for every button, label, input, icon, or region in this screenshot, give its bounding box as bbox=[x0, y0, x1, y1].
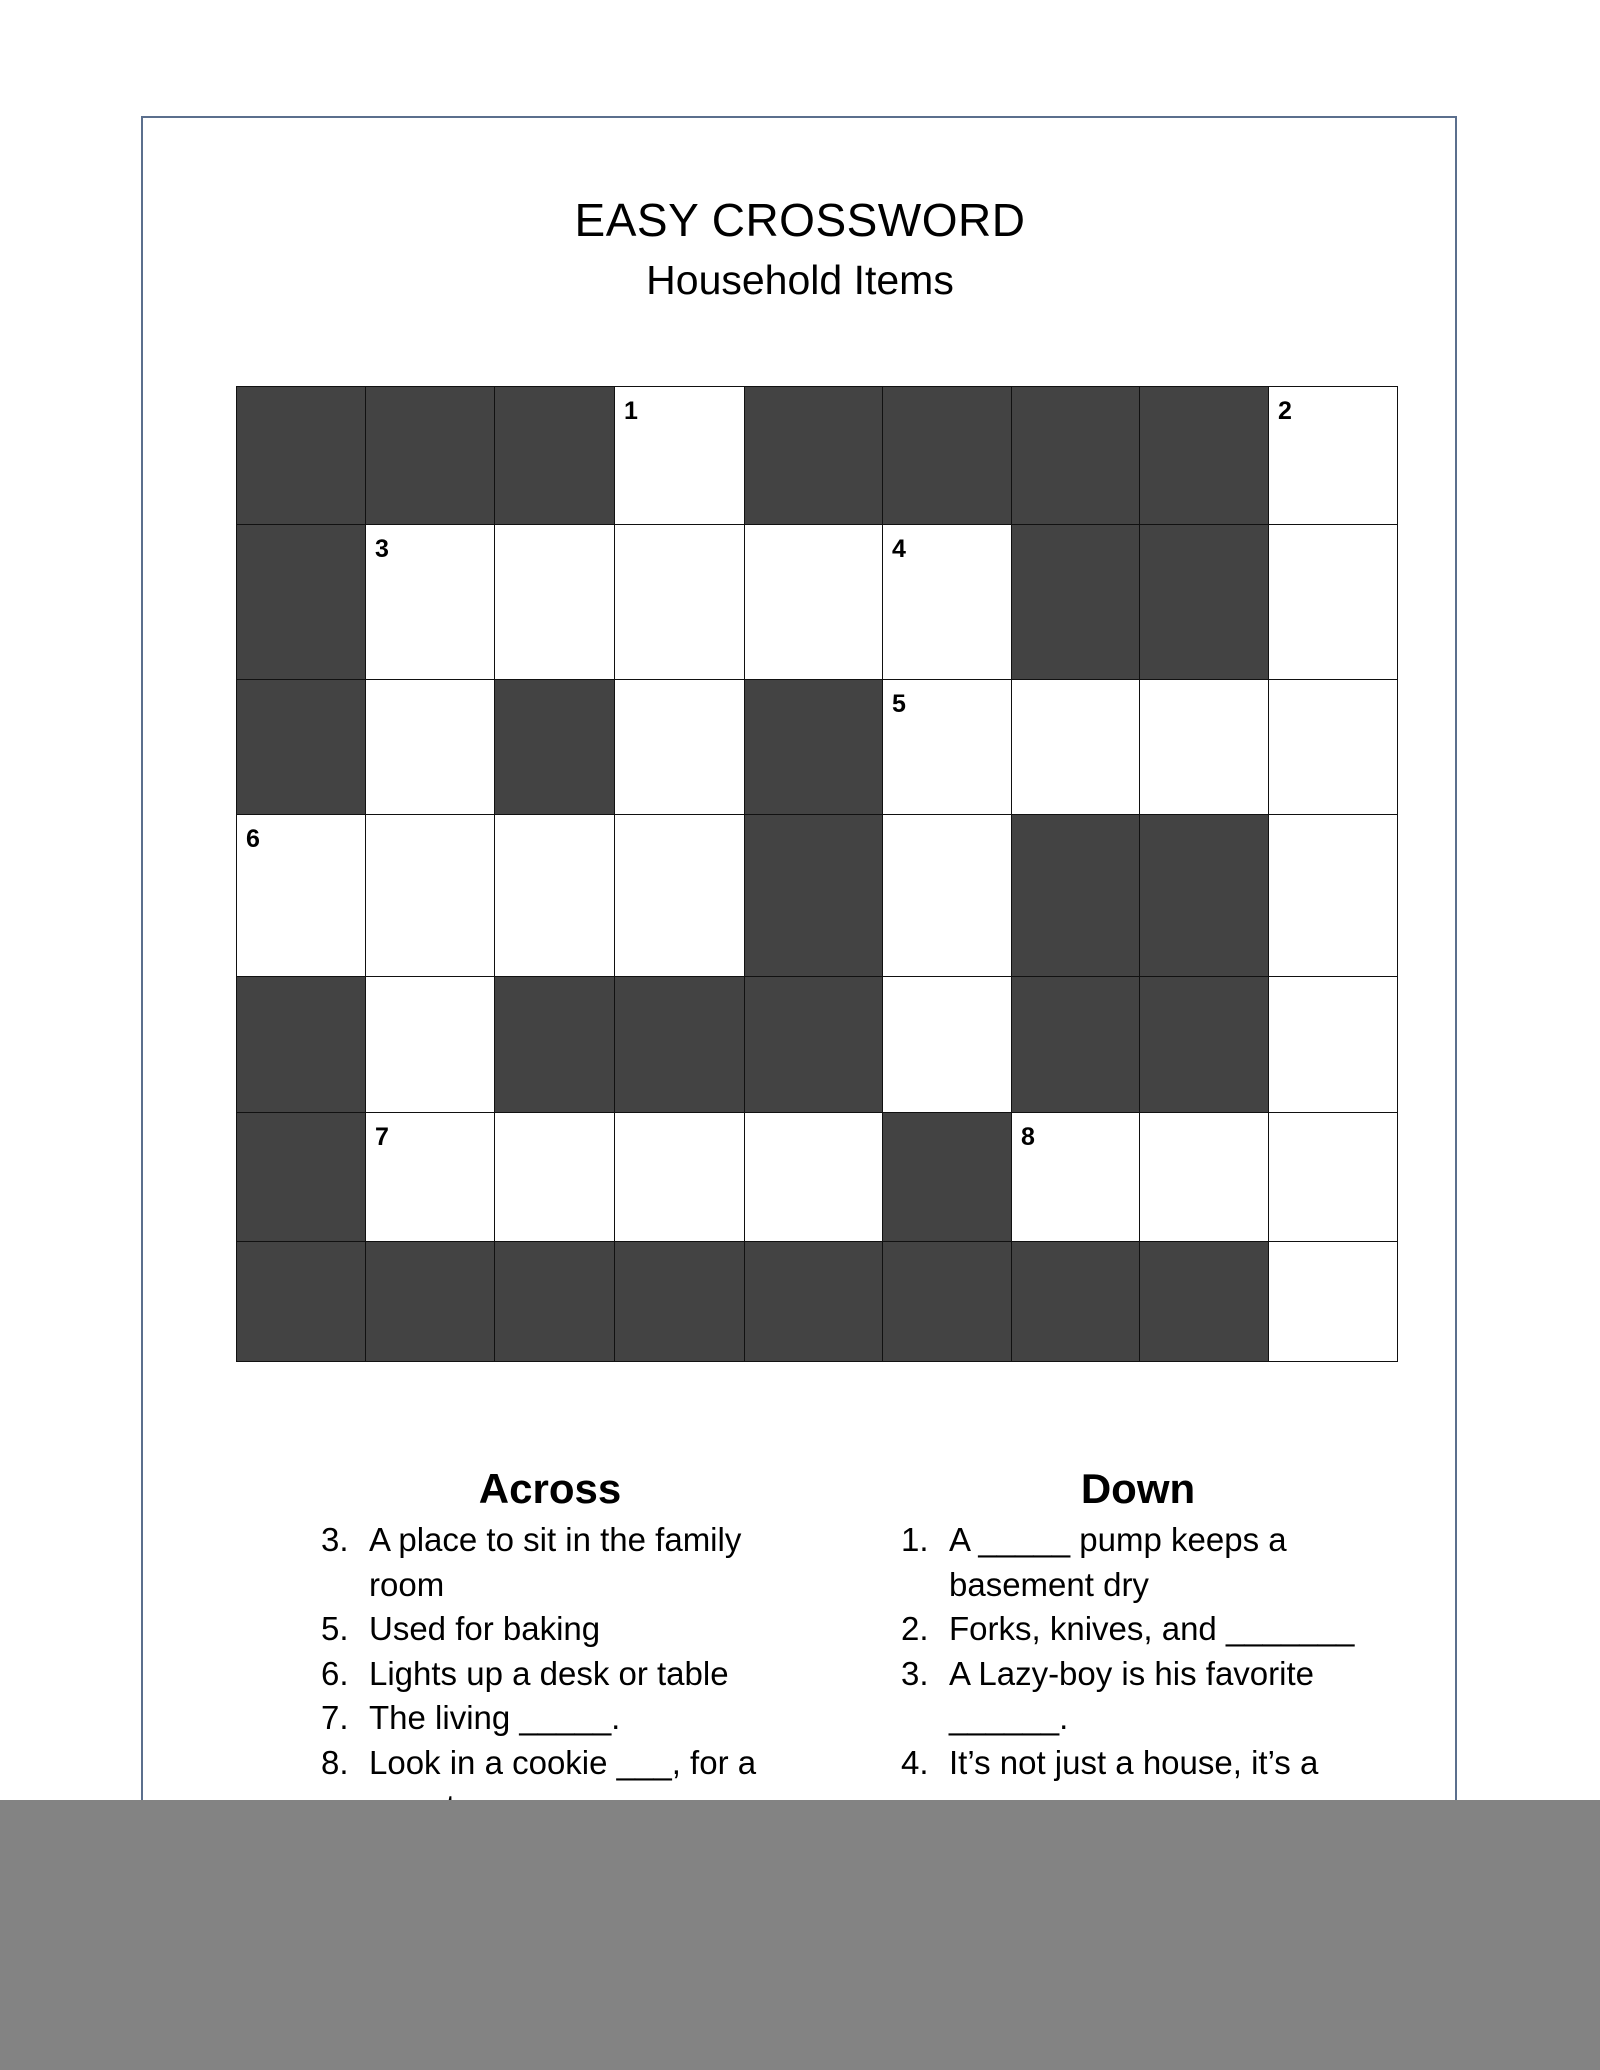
clue-text: The living _____. bbox=[369, 1699, 621, 1736]
clue-text: Forks, knives, and _______ bbox=[949, 1610, 1355, 1647]
clue-text: A Lazy-boy is his favorite ______. bbox=[949, 1654, 1314, 1736]
grid-cell-white[interactable] bbox=[365, 524, 495, 680]
grid-cell-white[interactable] bbox=[882, 814, 1012, 977]
grid-cell-black bbox=[236, 386, 366, 525]
grid-cell-black bbox=[236, 524, 366, 680]
clue-number: 2. bbox=[901, 1610, 929, 1647]
grid-cell-white[interactable] bbox=[614, 1112, 745, 1242]
clue-number: 3. bbox=[321, 1521, 349, 1558]
grid-cell-black bbox=[494, 976, 615, 1113]
grid-cell-white[interactable] bbox=[882, 976, 1012, 1113]
grid-cell-black bbox=[1011, 524, 1140, 680]
clue-number: 5. bbox=[321, 1610, 349, 1647]
across-clue bbox=[321, 1518, 791, 1607]
grid-cell-black bbox=[494, 679, 615, 815]
grid-cell-white[interactable] bbox=[236, 814, 366, 977]
grid-cell-black bbox=[744, 1241, 883, 1362]
grid-cell-black bbox=[365, 386, 495, 525]
grid-cell-black bbox=[236, 1112, 366, 1242]
grid-cell-white[interactable] bbox=[1139, 679, 1269, 815]
clue-text: It’s not just a house, it’s a bbox=[949, 1743, 1319, 1781]
clue-text: A _____ pump keeps a basement dry bbox=[949, 1521, 1287, 1603]
gray-overlay-bar bbox=[0, 1800, 1600, 2070]
clue-text: Lights up a desk or table bbox=[369, 1654, 729, 1692]
clue-text: A place to sit in the family room bbox=[369, 1521, 742, 1603]
grid-cell-black bbox=[236, 679, 366, 815]
grid-cell-black bbox=[744, 679, 883, 815]
grid-cell-white[interactable] bbox=[1268, 524, 1398, 680]
grid-cell-black bbox=[1011, 976, 1140, 1113]
grid-cell-black bbox=[1139, 1241, 1269, 1362]
cell-number: 2 bbox=[1278, 397, 1292, 425]
grid-cell-black bbox=[744, 976, 883, 1113]
grid-cell-black bbox=[236, 1241, 366, 1362]
grid-cell-white[interactable] bbox=[614, 386, 745, 525]
grid-cell-black bbox=[1011, 814, 1140, 977]
cell-number: 4 bbox=[892, 535, 906, 563]
down-clue-list bbox=[901, 1518, 1381, 1785]
grid-cell-white[interactable] bbox=[365, 814, 495, 977]
across-clue bbox=[321, 1696, 791, 1741]
clue-number: 4. bbox=[901, 1743, 929, 1781]
grid-cell-black bbox=[236, 976, 366, 1113]
grid-cell-black bbox=[1139, 976, 1269, 1113]
grid-cell-black bbox=[1011, 386, 1140, 525]
across-heading: Across bbox=[478, 1465, 622, 1512]
cell-number: 3 bbox=[375, 535, 389, 563]
grid-cell-white[interactable] bbox=[494, 524, 615, 680]
grid-cell-white[interactable] bbox=[882, 524, 1012, 680]
clue-number: 6. bbox=[321, 1654, 349, 1692]
clue-number: 8. bbox=[321, 1743, 349, 1781]
down-clue bbox=[901, 1518, 1381, 1607]
grid-cell-white[interactable] bbox=[494, 1112, 615, 1242]
across-clue bbox=[321, 1652, 791, 1697]
grid-cell-black bbox=[614, 976, 745, 1113]
grid-cell-black bbox=[1139, 524, 1269, 680]
clue-number: 3. bbox=[901, 1654, 929, 1692]
grid-cell-black bbox=[1139, 814, 1269, 977]
grid-cell-white[interactable] bbox=[365, 976, 495, 1113]
cell-number: 1 bbox=[624, 397, 638, 425]
grid-cell-black bbox=[614, 1241, 745, 1362]
grid-cell-white[interactable] bbox=[1268, 814, 1398, 977]
grid-cell-black bbox=[744, 386, 883, 525]
grid-cell-black bbox=[882, 386, 1012, 525]
grid-cell-black bbox=[494, 1241, 615, 1362]
grid-cell-black bbox=[882, 1112, 1012, 1242]
grid-cell-black bbox=[1139, 386, 1269, 525]
crossword-grid bbox=[236, 386, 1397, 1361]
grid-cell-white[interactable] bbox=[1268, 679, 1398, 815]
grid-cell-white[interactable] bbox=[882, 679, 1012, 815]
clue-text: Used for baking bbox=[369, 1610, 601, 1647]
grid-cell-white[interactable] bbox=[1268, 976, 1398, 1113]
grid-cell-white[interactable] bbox=[365, 1112, 495, 1242]
down-clue bbox=[901, 1607, 1381, 1652]
grid-cell-white[interactable] bbox=[744, 1112, 883, 1242]
puzzle-title: EASY CROSSWORD bbox=[574, 194, 1026, 246]
across-clue-list bbox=[321, 1518, 791, 1830]
down-clue bbox=[901, 1741, 1381, 1786]
grid-cell-white[interactable] bbox=[614, 524, 745, 680]
grid-cell-white[interactable] bbox=[614, 814, 745, 977]
puzzle-subtitle: Household Items bbox=[646, 257, 954, 303]
clue-number: 1. bbox=[901, 1521, 929, 1558]
grid-cell-white[interactable] bbox=[744, 524, 883, 680]
across-clue bbox=[321, 1607, 791, 1652]
cell-number: 6 bbox=[246, 825, 260, 853]
grid-cell-white[interactable] bbox=[614, 679, 745, 815]
grid-cell-white[interactable] bbox=[1139, 1112, 1269, 1242]
down-heading: Down bbox=[1080, 1465, 1196, 1512]
cell-number: 7 bbox=[375, 1123, 389, 1151]
cell-number: 5 bbox=[892, 690, 906, 718]
clue-number: 7. bbox=[321, 1699, 349, 1736]
grid-cell-black bbox=[882, 1241, 1012, 1362]
grid-cell-black bbox=[494, 386, 615, 525]
grid-cell-black bbox=[1011, 1241, 1140, 1362]
grid-cell-white[interactable] bbox=[494, 814, 615, 977]
grid-cell-black bbox=[744, 814, 883, 977]
down-clue bbox=[901, 1652, 1381, 1741]
grid-cell-white[interactable] bbox=[1268, 1112, 1398, 1242]
grid-cell-black bbox=[365, 1241, 495, 1362]
grid-cell-white[interactable] bbox=[365, 679, 495, 815]
grid-cell-white[interactable] bbox=[1011, 679, 1140, 815]
grid-cell-white[interactable] bbox=[1268, 1241, 1398, 1362]
cell-number: 8 bbox=[1021, 1123, 1035, 1151]
clue-text: Look in a cookie ___, for a bbox=[369, 1743, 757, 1781]
grid-cell-white[interactable] bbox=[1011, 1112, 1140, 1242]
grid-cell-white[interactable] bbox=[1268, 386, 1398, 525]
